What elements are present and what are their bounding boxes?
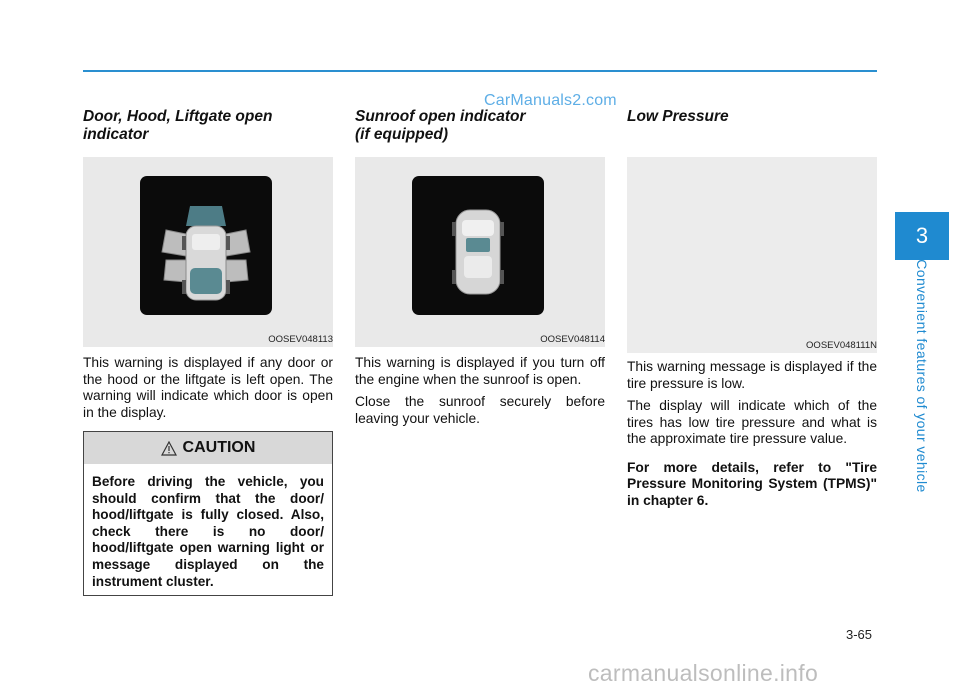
page-number: 3-65: [846, 627, 873, 642]
chapter-tab: 3: [895, 212, 949, 260]
caution-header: [84, 432, 332, 464]
caution-title: CAUTION: [182, 439, 256, 456]
watermark-top[interactable]: CarManuals2.com: [484, 92, 617, 109]
sunroof-illustration: [355, 157, 605, 347]
warning-triangle-icon: [161, 441, 177, 456]
door-hood-illustration: [83, 157, 333, 347]
car-sunroof-icon: [412, 176, 544, 315]
caution-text: Before driving the vehicle, you should confirm that the door/ hood/liftgate is fully closed. Also, check there is no door/ hood/liftgate open warning light or message displayed on the instrument cluster.: [92, 474, 324, 589]
low-pressure-text: This warning message is displayed if the tire pressure is low.: [627, 359, 877, 391]
header-rule: [83, 70, 877, 72]
door-warning-text: This warning is displayed if any door or the hood or the liftgate is left open. The warning will indicate which door is open in the display.: [83, 355, 333, 420]
tpms-reference-text: For more details, refer to "Tire Pressure Monitoring System (TPMS)" in chapter 6.: [627, 459, 877, 508]
sunroof-close-text: Close the sunroof securely before leaving your vehicle.: [355, 394, 605, 426]
low-pressure-illustration: [627, 157, 877, 353]
column-door-hood: [83, 108, 333, 421]
column-sunroof: [355, 108, 605, 427]
section-heading-sunroof: Sunroof open indicator (if equipped): [355, 108, 526, 143]
car-doors-open-icon: [140, 176, 272, 315]
image-code: OOSEV048111N: [806, 340, 877, 351]
tire-display-text: The display will indicate which of the tires has low tire pressure and what is the approximate tire pressure value.: [627, 398, 877, 446]
column-low-pressure: [627, 108, 877, 509]
display-panel: [412, 176, 544, 315]
display-panel: [140, 176, 272, 315]
watermark-bottom[interactable]: carmanualsonline.info: [588, 660, 819, 686]
sunroof-warning-text: This warning is displayed if you turn off the engine when the sunroof is open.: [355, 355, 605, 387]
image-code: OOSEV048114: [540, 334, 605, 345]
section-heading-low-pressure: Low Pressure: [627, 108, 729, 125]
image-code: OOSEV048113: [268, 334, 333, 345]
caution-box: [83, 431, 333, 596]
chapter-title: Convenient features of your vehicle: [914, 259, 930, 493]
section-heading-door-hood: Door, Hood, Liftgate open indicator: [83, 108, 273, 143]
